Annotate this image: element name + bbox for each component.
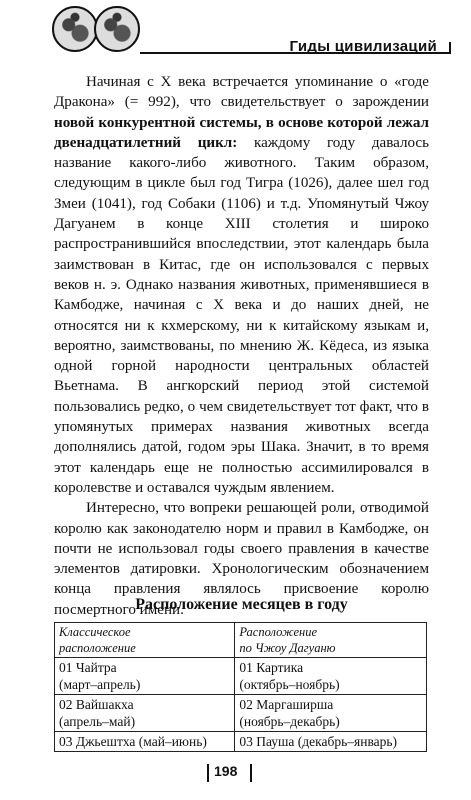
header-rule [140, 52, 451, 54]
col2-header-line-1: Расположение [239, 625, 318, 639]
col2-header [235, 623, 427, 658]
table-cell [235, 658, 427, 695]
table-cell: 03 Джьештха (май–июнь) [55, 732, 235, 752]
page-number-rule-left [207, 764, 209, 782]
table-cell [55, 658, 235, 695]
running-title: Гиды цивилизаций [289, 38, 437, 55]
table-title: Расположение месяцев в году [135, 596, 348, 613]
table-cell: 03 Пауша (декабрь–январь) [235, 732, 427, 752]
paragraph-1 [54, 72, 429, 498]
cell-line: (октябрь–ноябрь) [239, 677, 340, 692]
page-header [0, 0, 471, 66]
table-cell [235, 695, 427, 732]
col1-header-line-2: расположение [59, 641, 136, 655]
cell-line: 01 Картика [239, 660, 304, 675]
page-number-rule-right [250, 764, 252, 782]
table-row [55, 732, 427, 752]
months-table [54, 622, 427, 752]
p1-start: Начиная с X века встречается упоминание о «годе Дракона» (= 992), что свидетельствует о зарождении [54, 74, 429, 111]
cell-line: (ноябрь–декабрь) [239, 714, 340, 729]
table-header-row [55, 623, 427, 658]
body-text [54, 72, 429, 620]
p1-rest: каждому году давалось название какого-либо животного. Таким образом, следующим в цикле был год Тигра (1026), далее шел год Змеи (1041), год Собаки (1106) и т.д. Упомянутый Чжоу Дагуанем в конце XIII столетия и широко распространившийся впоследствии, этот календарь была заимствован в Китас, где он использовался с первых веков н. э. Однако названия животных, применявшиеся в Камбодже, начиная с X века и до наших дней, не относятся ни к кхмерскому, ни к китайскому языкам и, вероятно, заимствованы, по мнению Ж. Кёдеса, из языка одной горной народности центральных областей Вьетнама. В ангкорский период этой системой пользовались редко, о чем свидетельствует тот факт, что в упомянутых примерах названия животных всегда дополнялись датой, годом эры Шака. Значит, в то время этот календарь еще не полностью ассимилировался в королевстве и оставался чуждым явлением. [54, 134, 430, 496]
page-number: 198 [214, 763, 238, 779]
p1-bold: новой конкурентной системы, в основе которой лежал двенадцатилетний цикл: [54, 114, 429, 151]
globe-icon [94, 6, 140, 52]
col2-header-line-2: по Чжоу Дагуаню [239, 641, 336, 655]
cell-line: 01 Чайтра [59, 660, 117, 675]
table-row [55, 695, 427, 732]
cell-line: (апрель–май) [59, 714, 136, 729]
cell-line: (март–апрель) [59, 677, 141, 692]
col1-header [55, 623, 235, 658]
header-rule-end [449, 42, 451, 54]
table-row [55, 658, 427, 695]
cell-line: 02 Вайшакха [59, 697, 134, 712]
table-cell [55, 695, 235, 732]
globe-icon [52, 6, 98, 52]
paragraph-2: Интересно, что вопреки решающей роли, отводимой королю как законодателю норм и правил в Камбодже, он почти не использовал годы своего правления в качестве элементов датировки. Хронологическим обозначением конца правления являлось присвоение королю посмертного имени. [54, 500, 429, 618]
cell-line: 02 Маргаширша [239, 697, 334, 712]
col1-header-line-1: Классическое [59, 625, 131, 639]
